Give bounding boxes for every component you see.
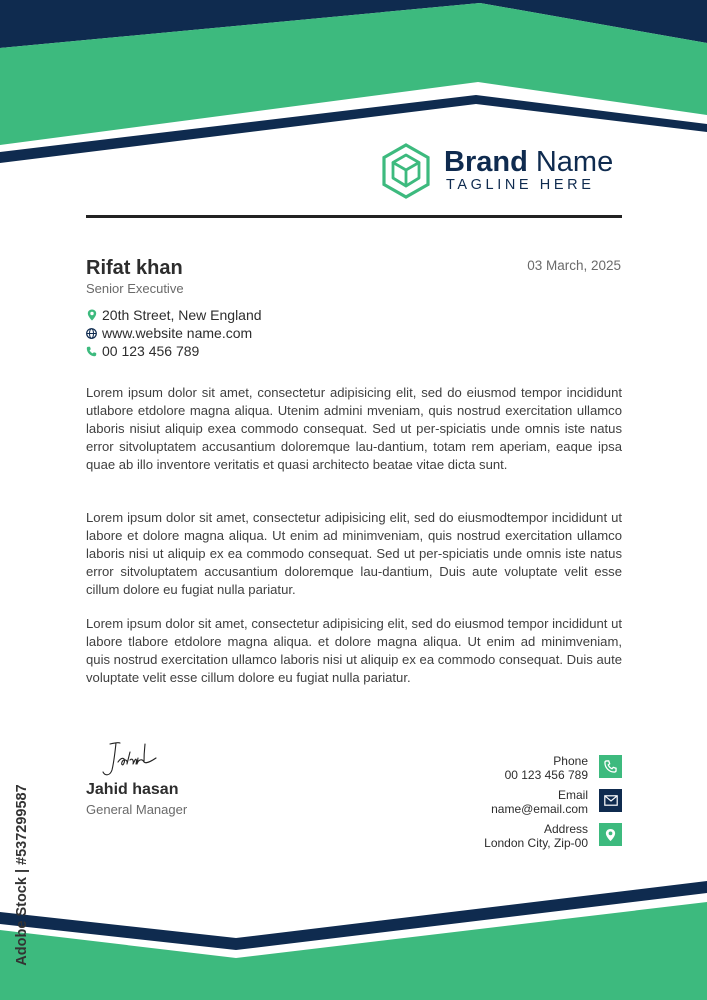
footer-address-value: London City, Zip-00	[484, 836, 588, 850]
signer-name: Jahid hasan	[86, 781, 179, 798]
sender-phone: 00 123 456 789	[102, 343, 200, 359]
phone-box-icon	[599, 755, 622, 778]
footer-email	[491, 788, 588, 816]
sender-address: 20th Street, New England	[102, 307, 262, 323]
cube-hexagon-icon	[381, 143, 431, 199]
footer-address	[484, 822, 588, 850]
stock-watermark-text: Adobe Stock | #537299587	[14, 784, 30, 966]
body-paragraph: Lorem ipsum dolor sit amet, consectetur adipisicing elit, sed do eiusmod tempor incididunt ut labore tlabore etdolore magna aliqua. et dolore magna aliqua. Ut enim ad minimveniam, quis nostrud exercitation ullamco laboris nisi ut aliquip ex ea commodo consequat. Duis aute voluptate velit esse cillum dolore eu fugiat nulla pariatur.	[86, 616, 622, 685]
brand-tagline: TAGLINE HERE	[446, 177, 595, 193]
header-divider	[86, 215, 622, 218]
brand-block	[381, 143, 626, 203]
email-box-icon	[599, 789, 622, 812]
body-paragraph: Lorem ipsum dolor sit amet, consectetur adipisicing elit, sed do eiusmod tempor incididunt utlabore etdolore magna aliqua. Utenim admini mveniam, quis nostrud exercitation ullamco laboris nisiut aliquip exea commodo consequat. Sed ut per-spiciatis unde omnis iste natus error sitvoluptatem accusantium doloremque lau-dantium, totam rem aperiam, eaque ipsa quae ab illo inventore veritatis et quasi architecto beatae vitae dicta sunt.	[86, 385, 622, 472]
footer-email-value[interactable]: name@email.com	[491, 802, 588, 816]
brand-name: Brand Name	[444, 146, 614, 178]
sender-phone-row	[86, 342, 199, 360]
footer-phone	[505, 754, 588, 782]
letter-date: 03 March, 2025	[527, 258, 621, 273]
footer-email-label: Email	[557, 788, 588, 802]
sender-website-row	[86, 324, 252, 342]
location-pin-icon	[86, 310, 97, 321]
body-paragraph: Lorem ipsum dolor sit amet, consectetur adipisicing elit, sed do eiusmodtempor incididunt ut labore et dolore magna aliqua. Ut enim ad minimveniam, quis nostrud exercitation ullamco laboris nisi ut aliquip ex ea commodo consequat. Sed ut per-spiciatis unde omnis iste natus error sitvoluptatem accusantium doloremque lau-dantium, Duis aute voluptate velit esse cillum dolore eu fugiat nulla pariatur.	[86, 510, 622, 597]
globe-icon	[86, 328, 97, 339]
phone-icon	[86, 346, 97, 357]
footer-phone-label: Phone	[553, 754, 588, 768]
handwritten-signature	[100, 740, 164, 780]
sender-title: Senior Executive	[86, 281, 184, 296]
sender-address-row	[86, 306, 262, 324]
footer-address-label: Address	[543, 822, 588, 836]
sender-website[interactable]: www.website name.com	[102, 325, 253, 341]
sender-name: Rifat khan	[86, 257, 183, 279]
stock-watermark	[10, 765, 34, 985]
footer-green-shape	[0, 902, 707, 1000]
footer-phone-value: 00 123 456 789	[504, 768, 588, 782]
signer-title: General Manager	[86, 802, 188, 817]
location-box-icon	[599, 823, 622, 846]
